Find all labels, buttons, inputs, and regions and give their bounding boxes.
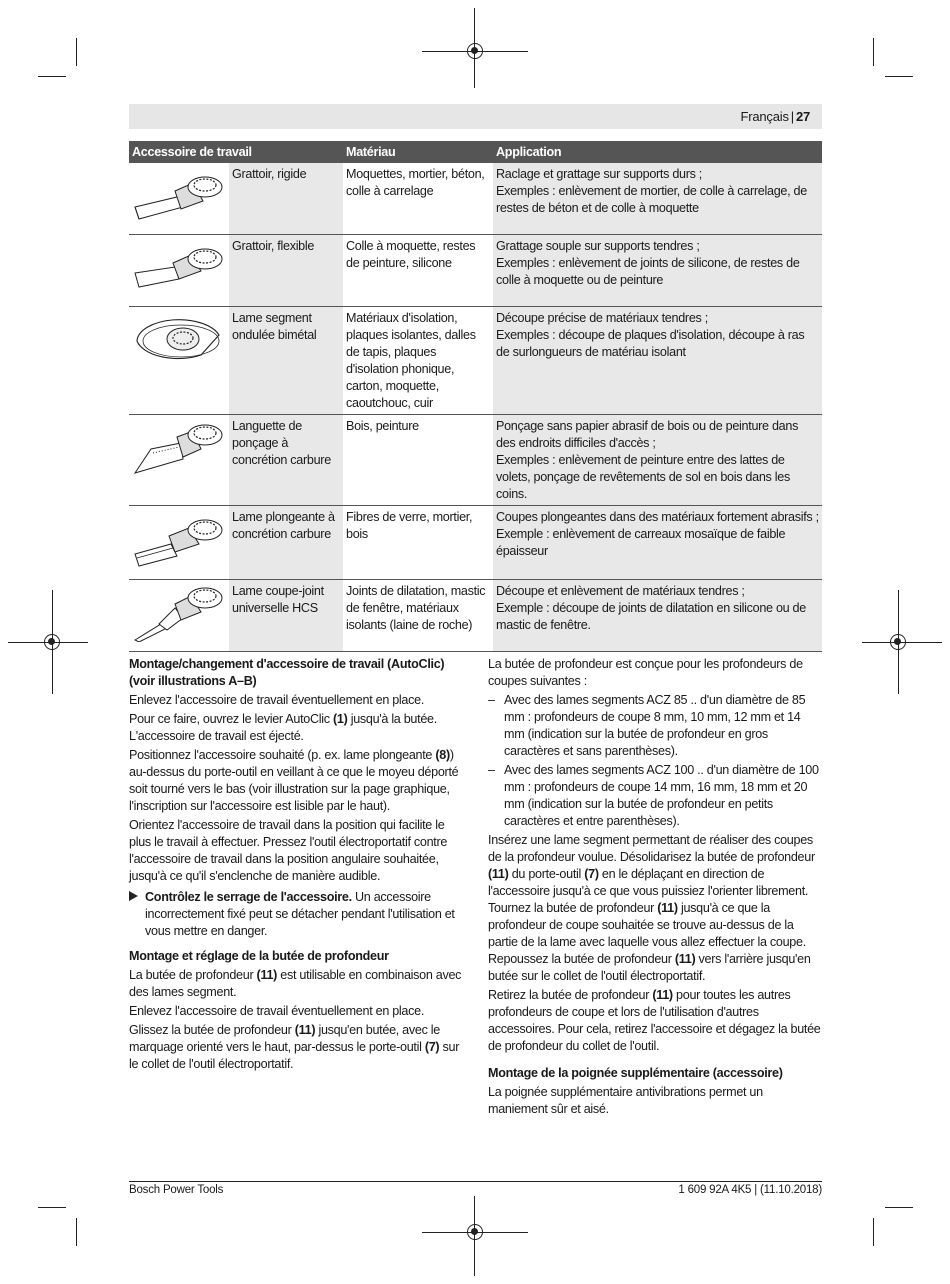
list-text: Avec des lames segments ACZ 100 .. d'un diamètre de 100 mm : profondeurs de coupe 14 mm, 16 mm, 18 mm et 20 mm (indication sur la butée de profondeur en petits caractères et entre parenthèses). xyxy=(504,763,819,828)
text-run: du porte-outil xyxy=(508,867,585,881)
page-number: 27 xyxy=(795,109,810,124)
accessory-image-cell xyxy=(129,163,229,235)
application-line: Coupes plongeantes dans des matériaux fortement abrasifs ; xyxy=(496,510,819,524)
accessory-name: Lame coupe-joint universelle HCS xyxy=(229,580,343,652)
application-line: Exemple : enlèvement de carreaux mosaïque de faible épaisseur xyxy=(496,527,786,558)
paragraph xyxy=(129,1022,464,1073)
reference-number: (11) xyxy=(256,968,278,982)
warning-arrow-icon xyxy=(129,891,138,901)
text-run: jusqu'en butée, avec le marquage orienté vers le haut, par-dessus le porte-outil xyxy=(129,1023,440,1054)
accessory-material: Bois, peinture xyxy=(343,415,493,506)
table-row xyxy=(129,415,822,506)
column-header-accessory: Accessoire de travail xyxy=(129,141,343,163)
paragraph: Orientez l'accessoire de travail dans la position qui facilite le plus le travail à effectuer. Pressez l'outil électroportatif contre l'accessoire de travail dans la position angulaire souhaitée, jusqu'à ce qu'il s'enclenche de manière audible. xyxy=(129,818,448,883)
accessory-application xyxy=(493,580,822,652)
application-line: Ponçage sans papier abrasif de bois ou de peinture dans des endroits difficiles d'accès ; xyxy=(496,419,799,450)
table-row xyxy=(129,580,822,652)
paragraph xyxy=(488,987,823,1055)
text-run: jusqu'à la butée. L'accessoire de travail est éjecté. xyxy=(129,712,437,743)
accessory-application xyxy=(493,415,822,506)
application-line: Exemples : enlèvement de peinture entre des lattes de volets, ponçage de revêtements de sol en bois dans les coins. xyxy=(496,453,790,501)
left-column xyxy=(129,656,464,1075)
table-row xyxy=(129,235,822,307)
section-heading-handle: Montage de la poignée supplémentaire (accessoire) xyxy=(488,1066,783,1080)
text-run: La butée de profondeur xyxy=(129,968,257,982)
text-run: vers l'arrière jusqu'en butée sur le collet de l'outil électroportatif. xyxy=(488,952,811,983)
text-run: Pour ce faire, ouvrez le levier AutoClic xyxy=(129,712,333,726)
text-run: jusqu'à ce que la profondeur de coupe souhaitée se trouve au-dessus de la partie de la lame avec laquelle vous allez effectuer la coupe. Repoussez la butée de profondeur xyxy=(488,901,806,966)
right-column xyxy=(488,656,823,1120)
footer-rule xyxy=(129,1181,822,1182)
application-line: Exemples : découpe de plaques d'isolation, découpe à ras de surlongueurs de matériau isolant xyxy=(496,328,805,359)
text-run: Retirez la butée de profondeur xyxy=(488,988,653,1002)
table-header-row xyxy=(129,141,822,163)
accessory-table xyxy=(129,141,822,652)
sanding-tongue-icon xyxy=(131,419,225,477)
footer-brand: Bosch Power Tools xyxy=(129,1184,224,1196)
table-row xyxy=(129,307,822,415)
accessory-application xyxy=(493,506,822,580)
reference-number: (11) xyxy=(652,988,673,1002)
application-line: Exemples : enlèvement de mortier, de colle à carrelage, de restes de béton et de colle à moquette xyxy=(496,184,807,215)
accessory-material: Joints de dilatation, mastic de fenêtre, matériaux isolants (laine de roche) xyxy=(343,580,493,652)
joint-cutter-icon xyxy=(131,584,225,642)
application-line: Exemples : enlèvement de joints de silicone, de restes de colle à moquette ou de peinture xyxy=(496,256,800,287)
accessory-application xyxy=(493,235,822,307)
text-run: Glissez la butée de profondeur xyxy=(129,1023,295,1037)
application-line: Grattage souple sur supports tendres ; xyxy=(496,239,700,253)
accessory-material: Matériaux d'isolation, plaques isolantes, dalles de tapis, plaques d'isolation phonique, carton, moquette, caoutchouc, cuir xyxy=(343,307,493,415)
header-language: Français xyxy=(740,109,789,124)
footer-doc-id: 1 609 92A 4K5 | (11.10.2018) xyxy=(678,1184,822,1196)
accessory-application xyxy=(493,307,822,415)
table-row xyxy=(129,163,822,235)
accessory-name: Grattoir, flexible xyxy=(229,235,343,307)
reference-number: (8) xyxy=(435,748,450,762)
paragraph: Enlevez l'accessoire de travail éventuellement en place. xyxy=(129,693,425,707)
column-header-application: Application xyxy=(493,141,822,163)
text-run: ) au-dessus du porte-outil en veillant à ce que le moyeu déporté soit tourné vers le bas (voir illustration sur la page graphique, l'inscription sur l'accessoire est lisible par le haut). xyxy=(129,748,459,813)
accessory-image-cell xyxy=(129,415,229,506)
list-item xyxy=(488,692,823,760)
text-run: est utilisable en combinaison avec des lames segment. xyxy=(129,968,462,999)
paragraph: Enlevez l'accessoire de travail éventuellement en place. xyxy=(129,1004,425,1018)
warning-text: Un accessoire incorrectement fixé peut se détacher pendant l'utilisation et vous mettre en danger. xyxy=(145,890,455,938)
accessory-material: Moquettes, mortier, béton, colle à carrelage xyxy=(343,163,493,235)
paragraph xyxy=(129,967,464,1001)
accessory-material: Colle à moquette, restes de peinture, silicone xyxy=(343,235,493,307)
accessory-name: Lame segment ondulée bimétal xyxy=(229,307,343,415)
paragraph xyxy=(129,747,464,815)
section-heading-autoclic: Montage/changement d'accessoire de travail (AutoClic) (voir illustrations A–B) xyxy=(129,657,445,688)
application-line: Exemple : découpe de joints de dilatation en silicone ou de mastic de fenêtre. xyxy=(496,601,806,632)
warning-bold: Contrôlez le serrage de l'accessoire. xyxy=(145,890,352,904)
accessory-name: Languette de ponçage à concrétion carbure xyxy=(229,415,343,506)
accessory-material: Fibres de verre, mortier, bois xyxy=(343,506,493,580)
list-dash: – xyxy=(488,763,495,777)
reference-number: (11) xyxy=(674,952,696,966)
accessory-name: Lame plongeante à concrétion carbure xyxy=(229,506,343,580)
text-run: pour toutes les autres profondeurs de coupe et lors de l'utilisation d'autres accessoires. Pour cela, retirez l'accessoire et dégagez la butée de profondeur du collet de l'outil. xyxy=(488,988,821,1053)
paragraph xyxy=(129,711,464,745)
accessory-image-cell xyxy=(129,235,229,307)
accessory-image-cell xyxy=(129,506,229,580)
text-run: en le déplaçant en direction de l'accessoire jusqu'à ce que vous puissiez l'orienter librement. Tournez la butée de profondeur xyxy=(488,867,809,915)
section-heading-depth-stop: Montage et réglage de la butée de profondeur xyxy=(129,949,389,963)
application-line: Découpe précise de matériaux tendres ; xyxy=(496,311,708,325)
list-text: Avec des lames segments ACZ 85 .. d'un diamètre de 85 mm : profondeurs de coupe 8 mm, 10 mm, 12 mm et 14 mm (indication sur la butée de profondeur en gros caractères et sans parenthèses). xyxy=(504,693,806,758)
segment-blade-icon xyxy=(131,311,225,369)
paragraph xyxy=(488,832,823,985)
text-run: Positionnez l'accessoire souhaité (p. ex. lame plongeante xyxy=(129,748,436,762)
accessory-name: Grattoir, rigide xyxy=(229,163,343,235)
paragraph: La poignée supplémentaire antivibrations permet un maniement sûr et aisé. xyxy=(488,1085,763,1116)
reference-number: (7) xyxy=(424,1040,440,1054)
text-run: sur le collet de l'outil électroportatif. xyxy=(129,1040,460,1071)
table-row xyxy=(129,506,822,580)
page-header xyxy=(129,104,822,129)
paragraph: La butée de profondeur est conçue pour les profondeurs de coupes suivantes : xyxy=(488,657,803,688)
safety-warning xyxy=(129,889,464,940)
accessory-image-cell xyxy=(129,580,229,652)
reference-number: (11) xyxy=(294,1023,316,1037)
list-dash: – xyxy=(488,693,495,707)
header-text: Français | 27 xyxy=(740,109,810,124)
rigid-scraper-icon xyxy=(131,167,225,225)
plunge-blade-icon xyxy=(131,510,225,568)
column-header-material: Matériau xyxy=(343,141,493,163)
reference-number: (7) xyxy=(584,867,599,881)
application-line: Découpe et enlèvement de matériaux tendres ; xyxy=(496,584,745,598)
reference-number: (11) xyxy=(657,901,678,915)
list-item xyxy=(488,762,823,830)
application-line: Raclage et grattage sur supports durs ; xyxy=(496,167,703,181)
accessory-image-cell xyxy=(129,307,229,415)
accessory-application xyxy=(493,163,822,235)
reference-number: (11) xyxy=(488,867,509,881)
reference-number: (1) xyxy=(333,712,348,726)
text-run: Insérez une lame segment permettant de réaliser des coupes de la profondeur voulue. Désolidarisez la butée de profondeur xyxy=(488,833,815,864)
flexible-scraper-icon xyxy=(131,239,225,297)
